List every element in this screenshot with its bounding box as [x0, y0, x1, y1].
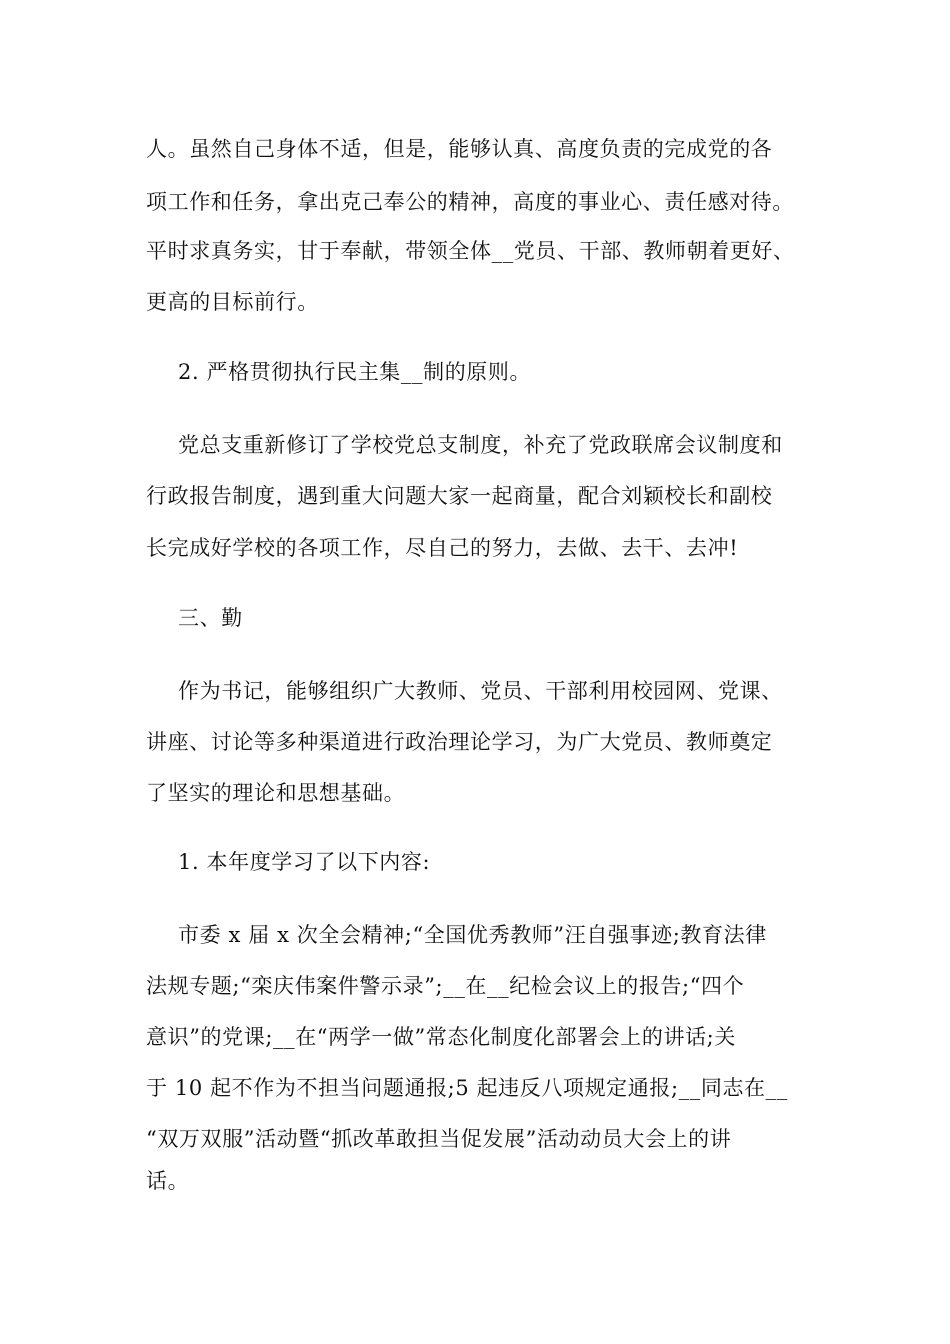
paragraph-4-line-3: 意识”的党课;__在“两学一做”常态化制度化部署会上的讲话;关: [146, 1025, 736, 1049]
paragraph-3-line-1: 作为书记，能够组织广大教师、党员、干部利用校园网、党课、: [178, 679, 783, 703]
item-2-heading: 2. 严格贯彻执行民主集__制的原则。: [178, 360, 532, 384]
paragraph-2-line-3: 长完成好学校的各项工作，尽自己的努力，去做、去干、去冲!: [146, 536, 739, 560]
paragraph-2-line-2: 行政报告制度，遇到重大问题大家一起商量，配合刘颖校长和副校: [146, 484, 773, 508]
item-1-heading: 1. 本年度学习了以下内容:: [178, 850, 431, 874]
paragraph-3-line-2: 讲座、讨论等多种渠道进行政治理论学习，为广大党员、教师奠定: [146, 730, 773, 754]
paragraph-4-line-6: 话。: [146, 1169, 190, 1193]
paragraph-4-line-2: 法规专题;“栾庆伟案件警示录”;__在__纪检会议上的报告;“四个: [146, 974, 745, 998]
section-3-heading: 三、勤: [178, 606, 243, 630]
paragraph-1-line-3: 平时求真务实，甘于奉献，带领全体__党员、干部、教师朝着更好、: [146, 239, 795, 263]
paragraph-2-line-1: 党总支重新修订了学校党总支制度，补充了党政联席会议制度和: [178, 433, 783, 457]
paragraph-4-line-1: 市委 x 届 x 次全会精神;“全国优秀教师”汪自强事迹;教育法律: [178, 923, 767, 947]
paragraph-1-line-1: 人。虽然自己身体不适，但是，能够认真、高度负责的完成党的各: [146, 137, 773, 161]
paragraph-4-line-5: “双万双服”活动暨“抓改革敢担当促发展”活动动员大会上的讲: [146, 1127, 732, 1151]
paragraph-1-line-2: 项工作和任务，拿出克己奉公的精神，高度的事业心、责任感对待。: [146, 190, 794, 214]
paragraph-1-line-4: 更高的目标前行。: [146, 290, 319, 314]
paragraph-4-line-4: 于 10 起不作为不担当问题通报;5 起违反八项规定通报;__同志在__: [146, 1076, 788, 1100]
paragraph-3-line-3: 了坚实的理论和思想基础。: [146, 781, 406, 805]
